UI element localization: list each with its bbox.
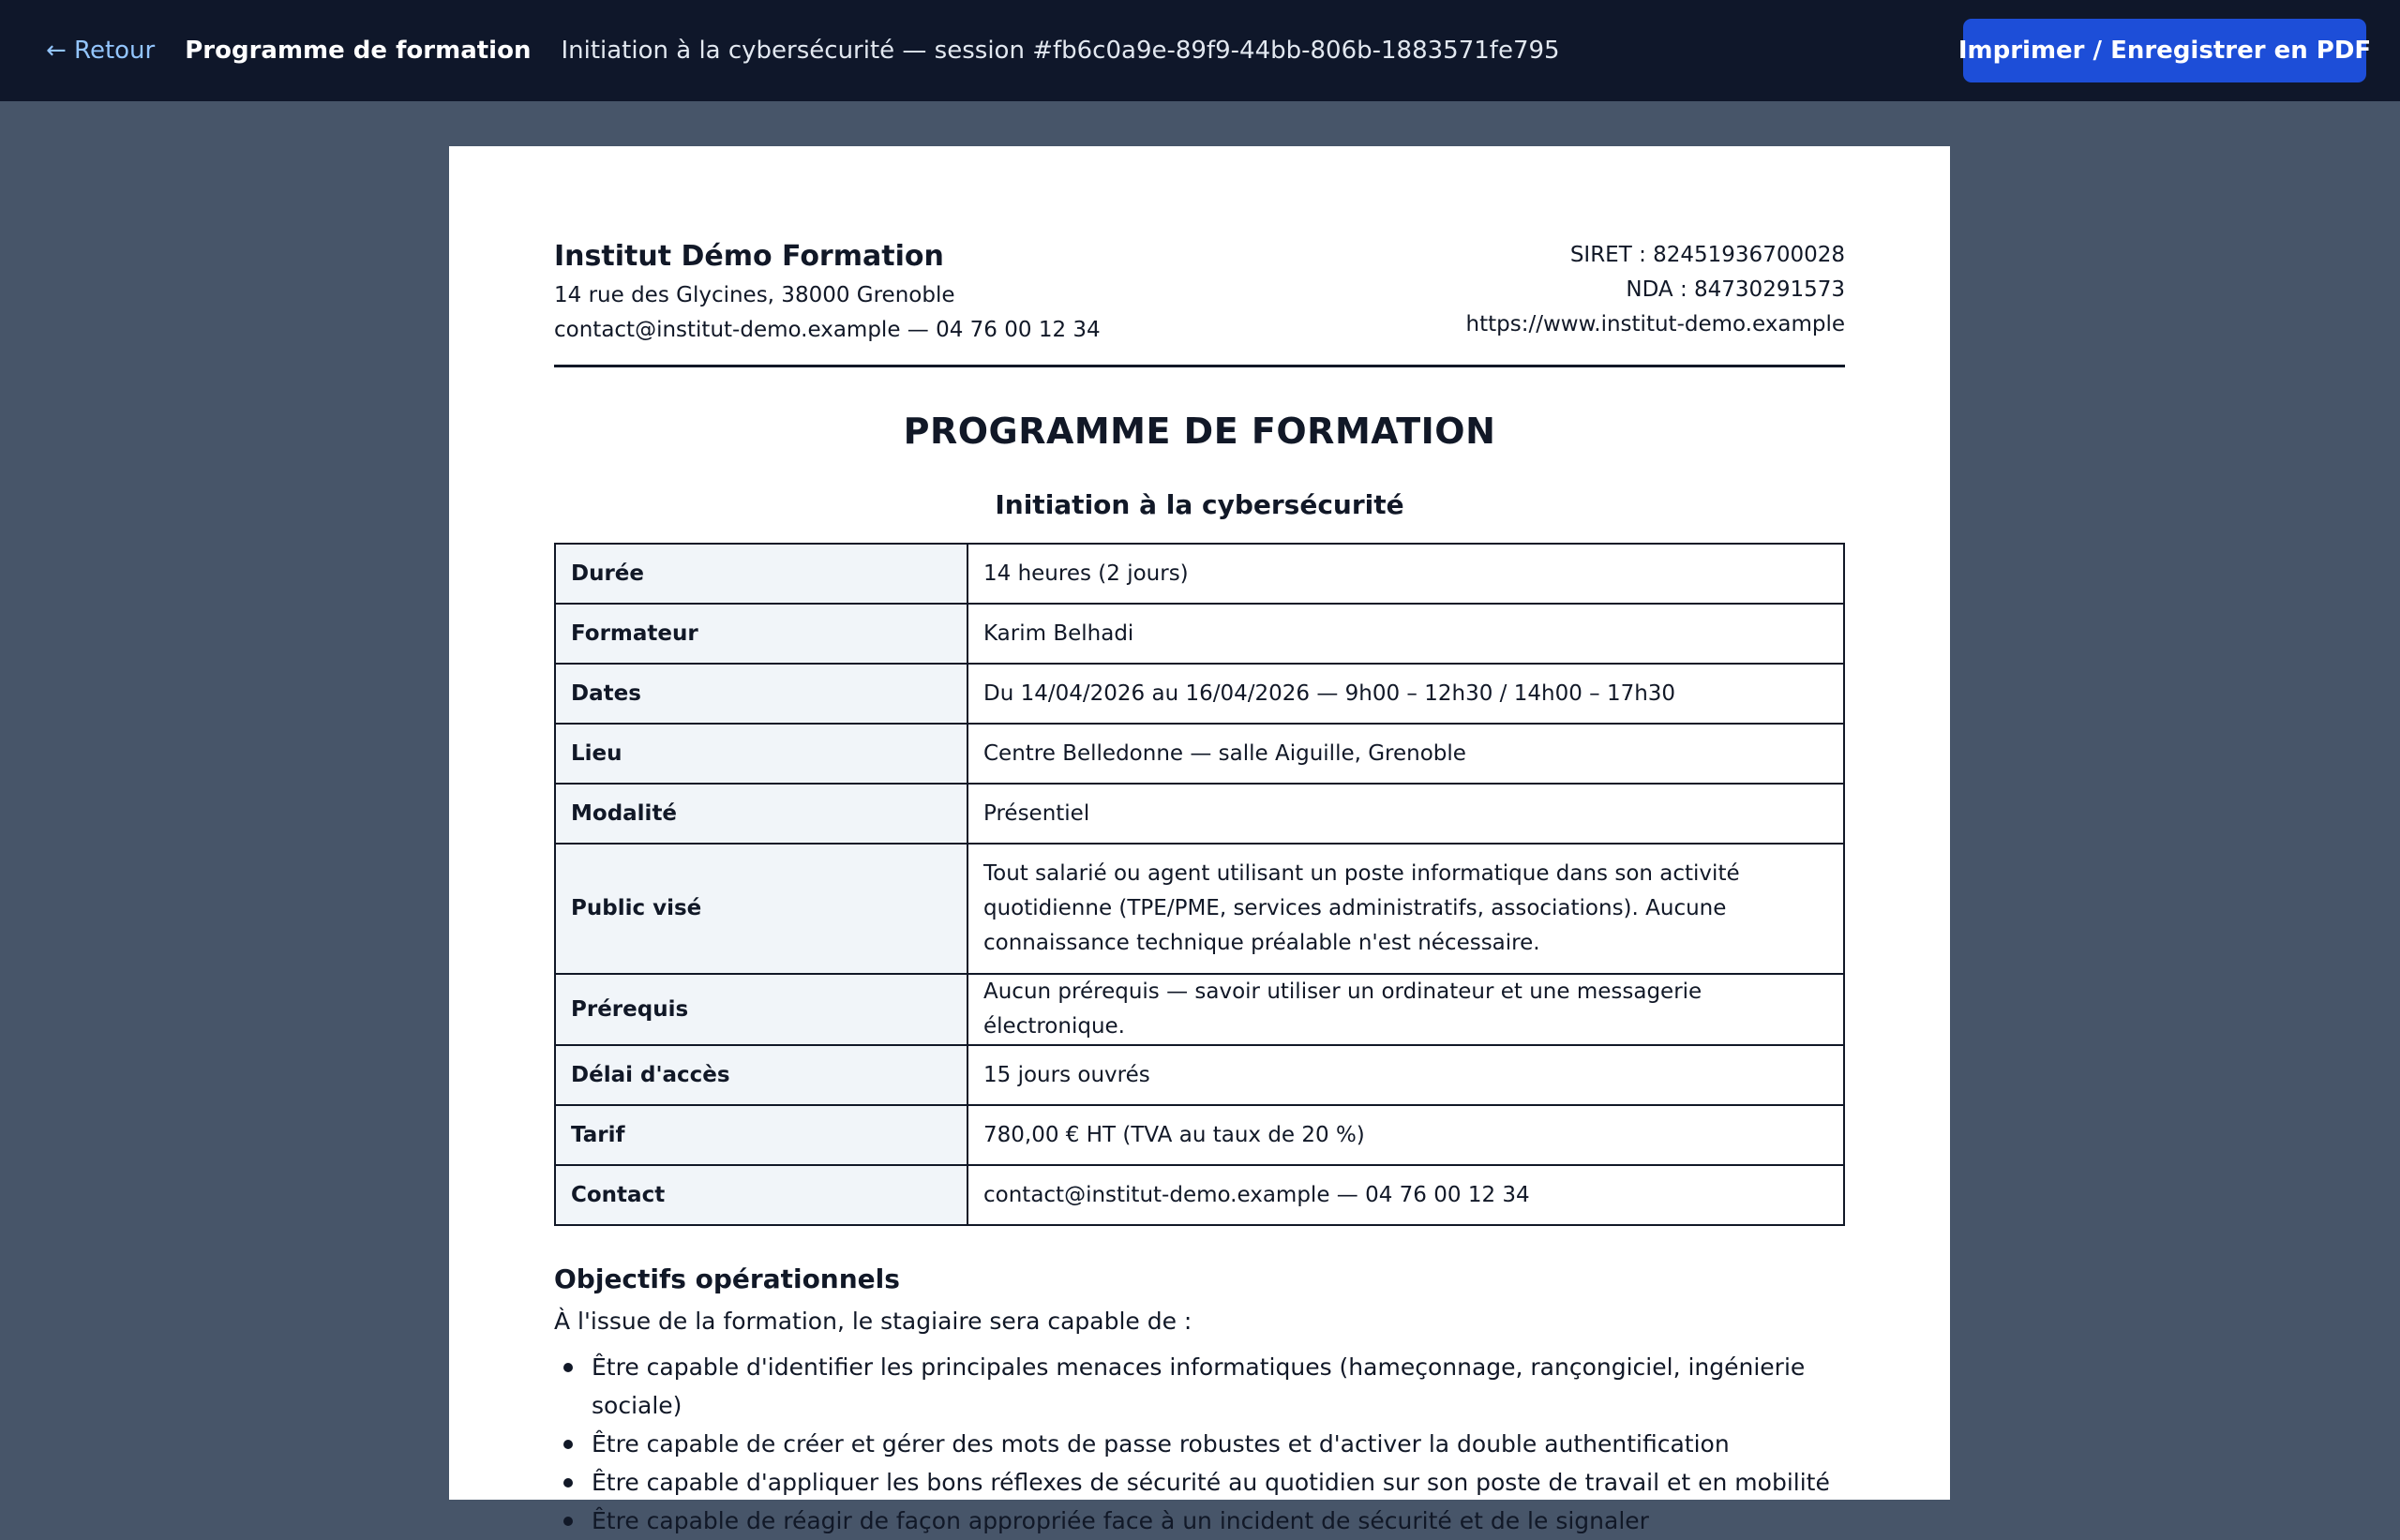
list-item: [554, 1425, 1845, 1463]
document-subtitle: Initiation à la cybersécurité: [995, 489, 1404, 520]
row-value: 15 jours ouvrés: [968, 1045, 1844, 1105]
row-value: 14 heures (2 jours): [968, 544, 1844, 604]
row-key: Durée: [555, 544, 968, 604]
objective-text: Être capable de créer et gérer des mots de passe robustes et d'activer la double authentification: [592, 1430, 1730, 1458]
organization-block: [554, 238, 1101, 348]
list-item: [554, 1502, 1845, 1540]
row-key: Prérequis: [555, 974, 968, 1045]
bullet-icon: [563, 1363, 573, 1372]
bullet-icon: [563, 1517, 573, 1526]
document-title: PROGRAMME DE FORMATION: [903, 411, 1496, 452]
table-row: [555, 544, 1844, 604]
row-key: Public visé: [555, 844, 968, 974]
table-row: [555, 844, 1844, 974]
row-value: Tout salarié ou agent utilisant un poste informatique dans son activité quotidienne (TPE/PME, services administratifs, associations). Aucune connaissance technique préalable n'est nécessaire.: [968, 844, 1844, 974]
objectives-intro: À l'issue de la formation, le stagiaire sera capable de :: [554, 1308, 1192, 1335]
table-row: [555, 974, 1844, 1045]
row-value: Du 14/04/2026 au 16/04/2026 — 9h00 – 12h30 / 14h00 – 17h30: [968, 664, 1844, 724]
objectives-list: [554, 1348, 1845, 1540]
organization-siret: SIRET : 82451936700028: [1569, 243, 1845, 267]
training-info-table: [554, 543, 1845, 1226]
objective-text: Être capable de réagir de façon appropriée face à un incident de sécurité et de le signaler: [592, 1507, 1649, 1534]
table-row: [555, 604, 1844, 664]
topbar-title: Programme de formation: [185, 37, 532, 65]
row-value: Centre Belledonne — salle Aiguille, Grenoble: [968, 724, 1844, 784]
back-link[interactable]: ← Retour: [46, 37, 156, 65]
table-row: [555, 784, 1844, 844]
organization-website: https://www.institut-demo.example: [1465, 312, 1845, 336]
table-row: [555, 724, 1844, 784]
top-bar: [0, 0, 2400, 101]
print-pdf-button[interactable]: Imprimer / Enregistrer en PDF: [1963, 19, 2366, 82]
row-value: Karim Belhadi: [968, 604, 1844, 664]
list-item: [554, 1348, 1845, 1425]
list-item: [554, 1463, 1845, 1502]
row-key: Modalité: [555, 784, 968, 844]
organization-address: 14 rue des Glycines, 38000 Grenoble: [554, 283, 955, 307]
objectives-title: Objectifs opérationnels: [554, 1263, 900, 1294]
organization-name: Institut Démo Formation: [554, 240, 944, 273]
organization-legal-block: [1466, 238, 1845, 348]
table-row: [555, 1105, 1844, 1165]
table-row: [555, 1045, 1844, 1105]
row-key: Formateur: [555, 604, 968, 664]
document-page: [449, 146, 1950, 1534]
row-key: Délai d'accès: [555, 1045, 968, 1105]
row-key: Lieu: [555, 724, 968, 784]
topbar-session-subtitle: Initiation à la cybersécurité — session #fb6c0a9e-89f9-44bb-806b-1883571fe795: [561, 37, 1560, 65]
row-value: Aucun prérequis — savoir utiliser un ordinateur et une messagerie électronique.: [968, 974, 1844, 1045]
row-value: Présentiel: [968, 784, 1844, 844]
row-key: Tarif: [555, 1105, 968, 1165]
row-value: 780,00 € HT (TVA au taux de 20 %): [968, 1105, 1844, 1165]
row-value: contact@institut-demo.example — 04 76 00 12 34: [968, 1165, 1844, 1225]
organization-contact: contact@institut-demo.example — 04 76 00 12 34: [554, 318, 1101, 342]
organization-nda: NDA : 84730291573: [1626, 277, 1845, 302]
table-row: [555, 664, 1844, 724]
table-row: [555, 1165, 1844, 1225]
bullet-icon: [563, 1440, 573, 1449]
row-key: Contact: [555, 1165, 968, 1225]
row-key: Dates: [555, 664, 968, 724]
objective-text: Être capable d'identifier les principales menaces informatiques (hameçonnage, rançongiciel, ingénierie sociale): [592, 1353, 1806, 1419]
bullet-icon: [563, 1478, 573, 1488]
document-header: [554, 238, 1845, 367]
objective-text: Être capable d'appliquer les bons réflexes de sécurité au quotidien sur son poste de travail et en mobilité: [592, 1469, 1830, 1496]
